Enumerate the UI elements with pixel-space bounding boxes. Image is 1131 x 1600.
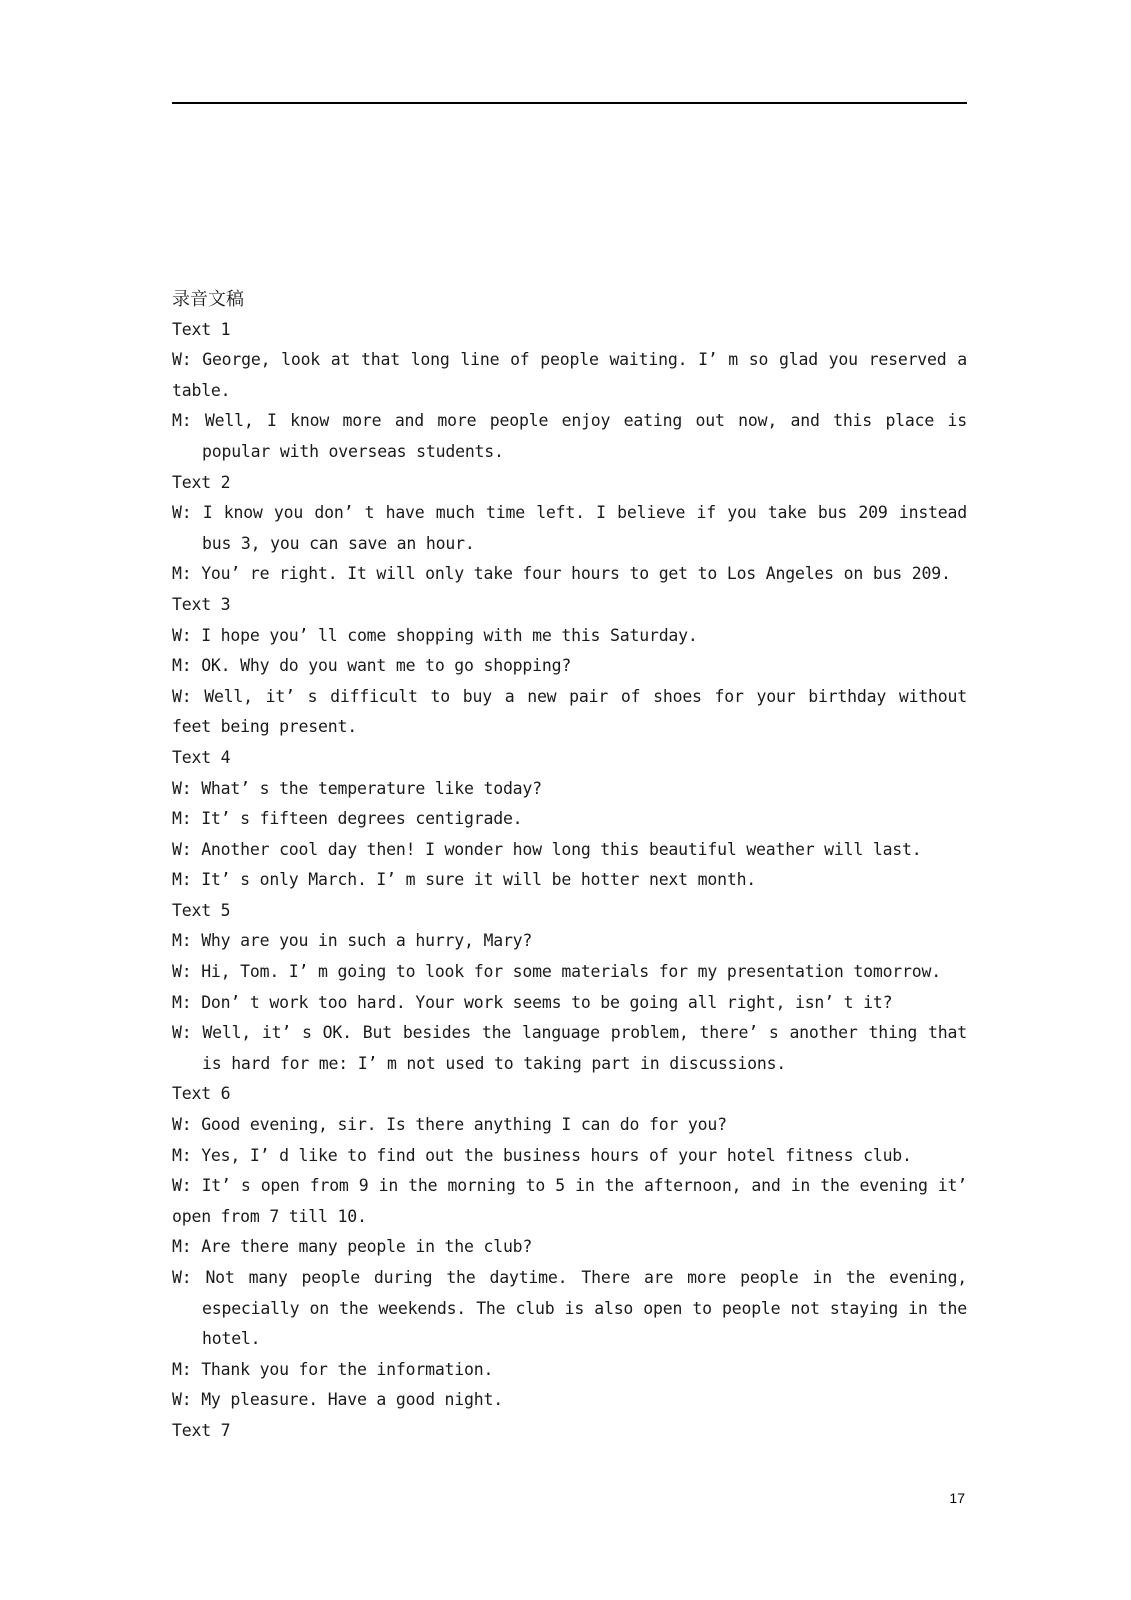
dialogue-line: W: I hope you’ ll come shopping with me this Saturday. [172, 625, 698, 645]
dialogue-line: M: OK. Why do you want me to go shopping? [172, 656, 572, 676]
dialogue-line: M: It’ s fifteen degrees centigrade. [172, 809, 523, 829]
dialogue-line: W: Good evening, sir. Is there anything I can do for you? [172, 1115, 727, 1135]
header-rule [172, 102, 967, 104]
dialogue-line: M: Why are you in such a hurry, Mary? [172, 931, 533, 951]
transcript-lines [172, 315, 967, 1447]
section-label: Text 1 [172, 319, 231, 339]
dialogue-line: popular with overseas students. [202, 441, 504, 461]
dialogue-line: M: Thank you for the information. [172, 1359, 494, 1379]
dialogue-line: bus 3, you can save an hour. [202, 533, 475, 553]
page-number: 17 [949, 1490, 965, 1506]
dialogue-line: especially on the weekends. The club is also open to people not staying in the [202, 1298, 967, 1318]
dialogue-line: W: I know you don’ t have much time left. I believe if you take bus 209 instead [172, 503, 967, 523]
dialogue-line: is hard for me: I’ m not used to taking part in discussions. [202, 1053, 787, 1073]
dialogue-line: W: My pleasure. Have a good night. [172, 1390, 503, 1410]
dialogue-line: M: Well, I know more and more people enjoy eating out now, and this place is [172, 411, 967, 431]
dialogue-line: W: Not many people during the daytime. There are more people in the evening, [172, 1268, 967, 1287]
section-label: Text 5 [172, 900, 231, 920]
transcript-heading: 录音文稿 [172, 289, 244, 310]
dialogue-line: W: George, look at that long line of people waiting. I’ m so glad you reserved a [172, 350, 967, 370]
dialogue-line: table. [172, 380, 231, 400]
dialogue-line: W: Another cool day then! I wonder how long this beautiful weather will last. [172, 839, 922, 859]
section-label: Text 4 [172, 747, 231, 767]
transcript [172, 284, 967, 1447]
dialogue-line: W: What’ s the temperature like today? [172, 778, 542, 798]
dialogue-line: M: You’ re right. It will only take four hours to get to Los Angeles on bus 209. [172, 564, 951, 584]
dialogue-line: M: Don’ t work too hard. Your work seems to be going all right, isn’ t it? [172, 992, 893, 1012]
section-label: Text 7 [172, 1420, 231, 1440]
dialogue-line: W: Hi, Tom. I’ m going to look for some materials for my presentation tomorrow. [172, 962, 941, 982]
section-label: Text 6 [172, 1084, 231, 1104]
section-label: Text 3 [172, 594, 231, 614]
dialogue-line: W: Well, it’ s OK. But besides the language problem, there’ s another thing that [172, 1023, 967, 1043]
dialogue-line: M: It’ s only March. I’ m sure it will be hotter next month. [172, 870, 757, 890]
dialogue-line: M: Are there many people in the club? [172, 1237, 533, 1257]
section-label: Text 2 [172, 472, 231, 492]
dialogue-line: hotel. [202, 1329, 261, 1349]
dialogue-line: W: It’ s open from 9 in the morning to 5 in the afternoon, and in the evening it’ [172, 1176, 967, 1196]
dialogue-line: W: Well, it’ s difficult to buy a new pair of shoes for your birthday without [172, 686, 967, 706]
dialogue-line: M: Yes, I’ d like to find out the business hours of your hotel fitness club. [172, 1145, 912, 1165]
dialogue-line: feet being present. [172, 717, 357, 737]
dialogue-line: open from 7 till 10. [172, 1206, 367, 1226]
